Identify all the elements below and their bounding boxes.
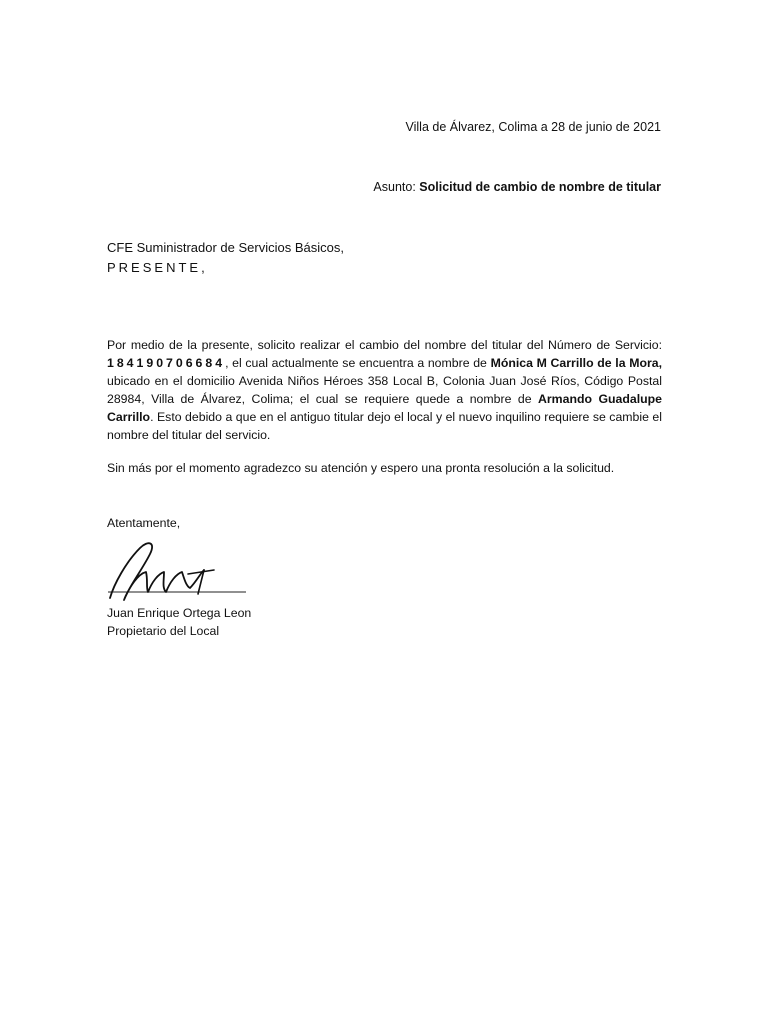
body-text-part2: , el cual actualmente se encuentra a nombre de bbox=[225, 356, 491, 370]
body-text-part3: ubicado en el domicilio Avenida Niños Héroes 358 Local B, Colonia Juan José Ríos, Código Postal 28984, Villa de Álvarez, Colima; el cual se requiere quede a nombre de bbox=[107, 374, 662, 406]
body-paragraph bbox=[107, 336, 662, 444]
body-text-part1: Por medio de la presente, solicito realizar el cambio del nombre del titular del Número de Servicio: bbox=[107, 338, 662, 352]
signer-block bbox=[107, 604, 251, 640]
subject-label: Asunto: bbox=[373, 180, 416, 194]
recipient-block bbox=[107, 238, 344, 278]
current-holder-name: Mónica M Carrillo de la Mora, bbox=[490, 356, 663, 370]
signer-name: Juan Enrique Ortega Leon bbox=[107, 606, 252, 620]
new-holder-name: Armando Guadalupe Carrillo bbox=[107, 392, 662, 424]
closing-paragraph: Sin más por el momento agradezco su atención y espero una pronta resolución a la solicitud. bbox=[107, 461, 615, 475]
body-text-part4: . Esto debido a que en el antiguo titular dejo el local y el nuevo inquilino requiere se cambie el nombre del titular del servicio. bbox=[107, 410, 662, 442]
salutation: Atentamente, bbox=[107, 516, 181, 530]
date-line: Villa de Álvarez, Colima a 28 de junio de 2021 bbox=[405, 120, 661, 134]
service-number: 184190706684 bbox=[107, 356, 226, 370]
handwritten-signature-icon bbox=[104, 534, 252, 604]
subject-text: Solicitud de cambio de nombre de titular bbox=[419, 180, 661, 194]
signer-title: Propietario del Local bbox=[107, 624, 220, 638]
recipient-name: CFE Suministrador de Servicios Básicos, bbox=[107, 240, 344, 255]
recipient-presente: PRESENTE, bbox=[107, 260, 208, 275]
subject-line bbox=[373, 180, 661, 194]
